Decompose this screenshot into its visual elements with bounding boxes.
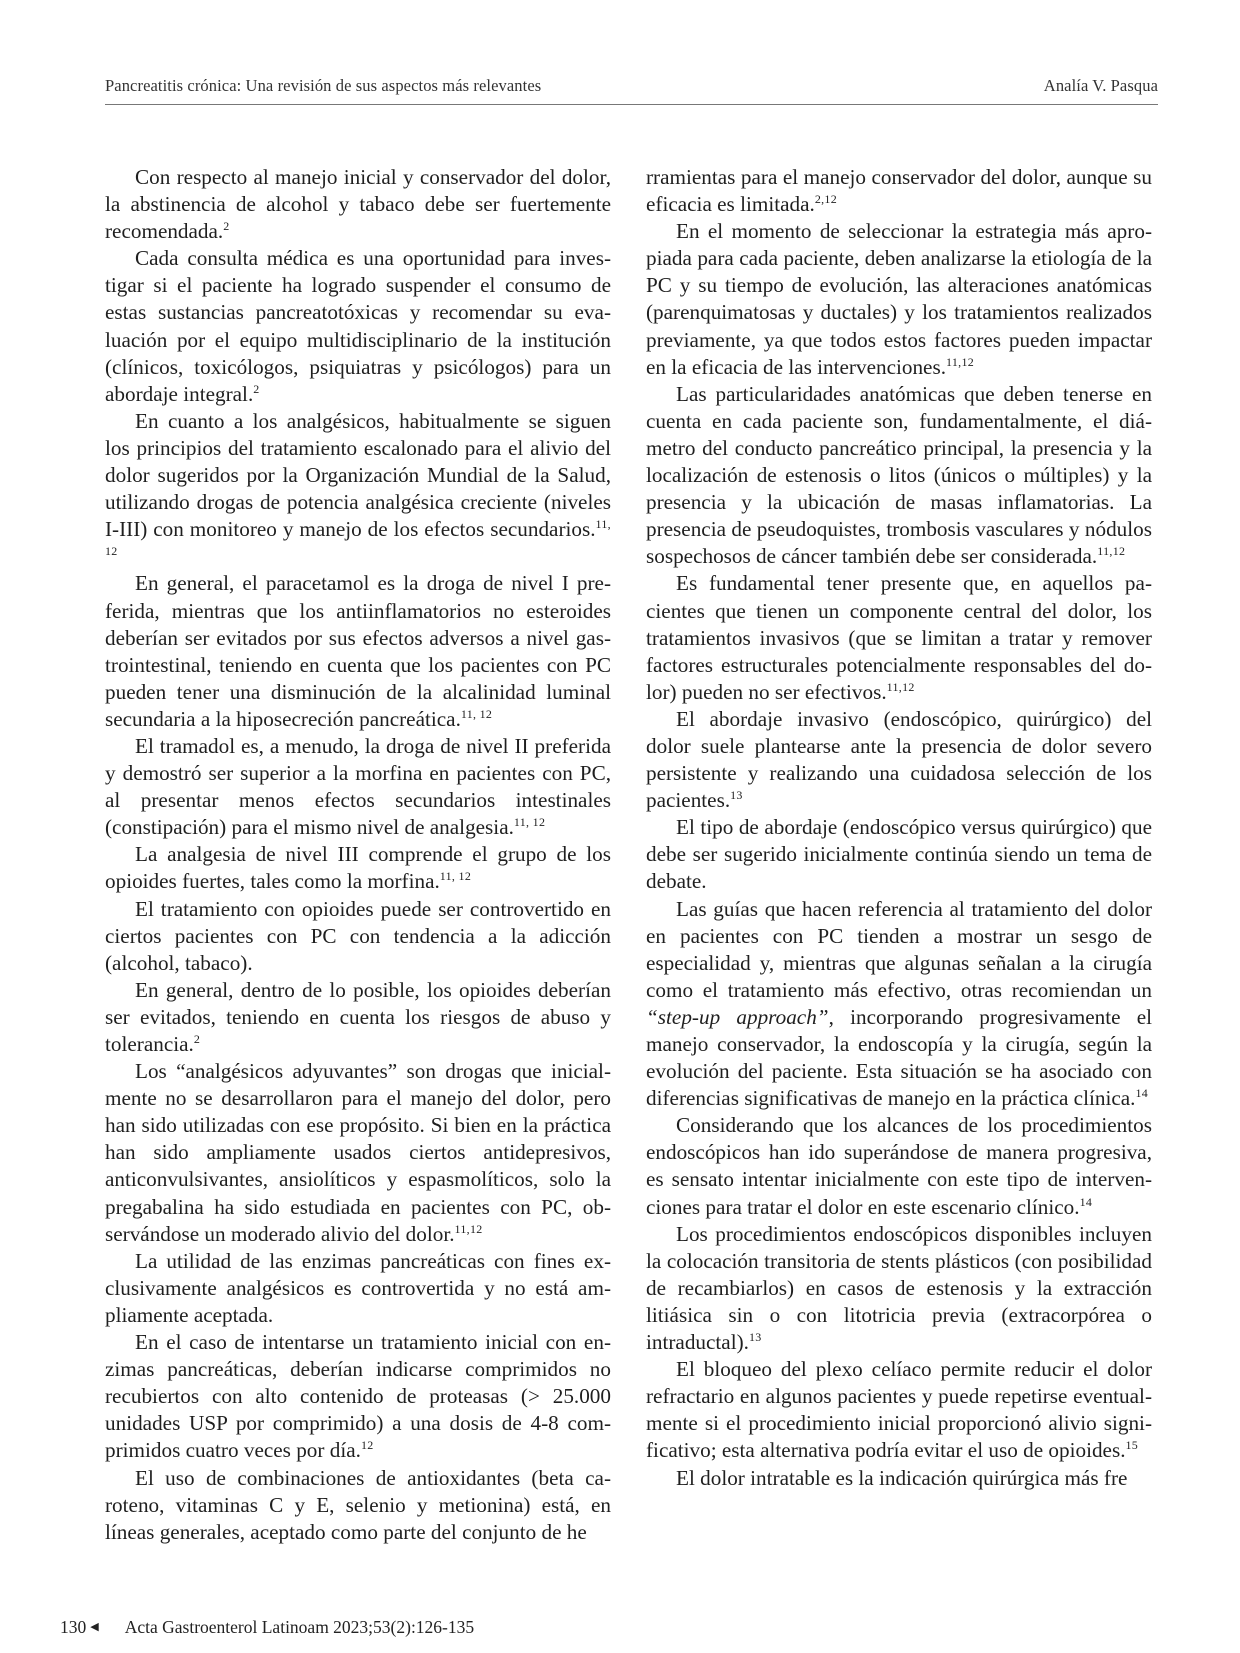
paragraph-text: Cada consulta médica es una oportunidad para investigar si el paciente ha logrado suspender el consumo de estas sustancias pancreatotóxicas y recomendar su evaluación por el equipo multidisciplinario de la institución (clínicos, toxicólogos, psiquiatras y psicólogos) para un abordaje integral. (105, 246, 611, 406)
paragraph (646, 1356, 1152, 1464)
reference-superscript: 11,12 (454, 1221, 483, 1236)
paragraph-text: Las particularidades anatómicas que deben tenerse en cuenta en cada paciente son, fundamentalmente, el diámetro del conducto pancreático principal, la presencia y la localización de estenosis o litos (únicos o múltiples) y la presencia y la ubicación de masas inflamatorias. La presencia de pseudoquistes, trombosis vasculares y nódulos sospechosos de cáncer también debe ser considerada. (646, 381, 1152, 569)
header-author: Analía V. Pasqua (1043, 76, 1158, 95)
paragraph (646, 570, 1152, 705)
reference-superscript: 14 (1135, 1086, 1149, 1101)
paragraph-text: El dolor intratable es la indicación quirúrgica más fre (676, 1465, 1128, 1490)
reference-superscript: 11, 12 (513, 815, 546, 830)
header-rule (105, 104, 1158, 105)
emphasis-text: “step-up approach” (646, 1004, 829, 1029)
paragraph-text: El abordaje invasivo (endoscópico, quirúrgico) del dolor suele plantearse ante la presencia de dolor severo persistente y realizando una cuidadosa selección de los pacientes. (646, 706, 1152, 813)
reference-superscript: 2 (193, 1032, 201, 1046)
reference-superscript: 11, 12 (439, 869, 472, 884)
left-column (105, 164, 611, 1546)
reference-superscript: 13 (748, 1330, 762, 1345)
reference-superscript: 11,12 (946, 354, 975, 369)
paragraph-text: Los procedimientos endoscópicos disponibles incluyen la colocación transitoria de stents plásticos (con posibilidad de recambiarlos) en casos de estenosis y la extracción litiásica sin o con litotricia previa (extracorpórea o intraductal). (646, 1221, 1152, 1355)
paragraph (105, 164, 611, 245)
page-footer (60, 1617, 474, 1638)
paragraph (105, 1058, 611, 1248)
running-header (105, 76, 1158, 96)
reference-superscript: 14 (1079, 1194, 1093, 1209)
paragraph-text: El bloqueo del plexo celíaco permite reducir el dolor refractario en algunos pacientes y puede repetirse eventualmente si el procedimiento inicial proporcionó alivio significativo; esta alternativa podría evitar el uso de opioides. (646, 1357, 1152, 1463)
paragraph-text: Los “analgésicos adyuvantes” son drogas que inicialmente no se desarrollaron para el manejo del dolor, pero han sido utilizadas con ese propósito. Si bien en la práctica han sido ampliamente usados ciertos antidepresivos, anticonvulsivantes, ansiolíticos y espasmolíticos, solo la pregabalina ha sido estudiada en pacientes con PC, observándose un moderado alivio del dolor. (105, 1059, 611, 1246)
paragraph-text: En cuanto a los analgésicos, habitualmente se siguen los principios del tratamiento escalonado para el alivio del dolor sugeridos por la Organización Mundial de la Salud, utilizando drogas de potencia analgésica creciente (niveles I-III) con monitoreo y manejo de los efectos secundarios. (105, 408, 611, 542)
paragraph (105, 1329, 611, 1464)
paragraph (646, 706, 1152, 814)
page-number: 130 (60, 1617, 87, 1637)
paragraph (646, 1465, 1152, 1492)
paragraph (105, 977, 611, 1058)
paragraph-text: rramientas para el manejo conservador del dolor, aunque su eficacia es limitada. (646, 165, 1152, 217)
paragraph (105, 733, 611, 841)
paragraph-text: Con respecto al manejo inicial y conservador del dolor, la abstinencia de alcohol y tabaco debe ser fuertemente recomendada. (105, 165, 611, 244)
paragraph (646, 1221, 1152, 1356)
paragraph-text: En general, el paracetamol es la droga de nivel I preferida, mientras que los antiinflamatorios no esteroides deberían ser evitados por sus efectos adversos a nivel gastrointestinal, teniendo en cuenta que los pacientes con PC pueden tener una disminución de la alcalinidad luminal secundaria a la hiposecreción pancreática. (105, 571, 611, 731)
paragraph-text: En general, dentro de lo posible, los opioides deberían ser evitados, teniendo en cuenta los riesgos de abuso y tolerancia. (105, 977, 611, 1056)
header-title: Pancreatitis crónica: Una revisión de sus aspectos más relevantes (105, 76, 542, 95)
reference-superscript: 11,12 (1097, 544, 1126, 559)
paragraph (105, 245, 611, 408)
paragraph-text: , incorporando progresivamente el manejo conservador, la endoscopía y la cirugía, según la evolución del paciente. Esta situación se ha asociado con diferencias significativas de manejo en la práctica clínica. (646, 1004, 1152, 1111)
paragraph (646, 381, 1152, 571)
reference-superscript: 13 (730, 788, 743, 803)
paragraph (105, 1465, 611, 1546)
reference-superscript: 11,12 (886, 679, 915, 694)
paragraph-text: Las guías que hacen referencia al tratamiento del dolor en pacientes con PC tienden a mostrar un sesgo de especialidad y, mientras que algunas señalan a la cirugía como el tratamiento más efectivo, otras recomiendan un (646, 896, 1152, 1002)
page-marker-icon: ◀ (90, 1621, 99, 1633)
reference-superscript: 2 (253, 381, 260, 396)
paragraph (646, 164, 1152, 218)
paragraph (646, 1112, 1152, 1220)
paragraph-text: El tratamiento con opioides puede ser controvertido en ciertos pacientes con PC con tendencia a la adicción (alcohol, tabaco). (105, 896, 611, 975)
paragraph (105, 896, 611, 977)
paragraph-text: Es fundamental tener presente que, en aquellos pacientes que tienen un componente central del dolor, los tratamientos invasivos (que se limitan a tratar y remover factores estructurales potencialmente responsables del dolor) pueden no ser efectivos. (646, 571, 1152, 704)
reference-superscript: 15 (1125, 1438, 1139, 1453)
paragraph-text: La analgesia de nivel III comprende el grupo de los opioides fuertes, tales como la morfina. (105, 842, 611, 894)
paragraph-text: En el caso de intentarse un tratamiento inicial con enzimas pancreáticas, deberían indicarse comprimidos no recubiertos con alto contenido de proteasas (> 25.000 unidades USP por comprimido) a una dosis de 4-8 comprimidos cuatro veces por día. (105, 1330, 611, 1463)
paragraph-text: En el momento de seleccionar la estrategia más apropiada para cada paciente, deben analizarse la etiología de la PC y su tiempo de evolución, las alteraciones anatómicas (parenquimatosas y ductales) y los tratamientos realizados previamente, ya que todos estos factores pueden impactar en la eficacia de las intervenciones. (646, 219, 1152, 379)
paragraph (105, 408, 611, 571)
paragraph-text: La utilidad de las enzimas pancreáticas con fines exclusivamente analgésicos es controvertida y no está ampliamente aceptada. (105, 1248, 611, 1327)
paragraph (105, 570, 611, 733)
reference-superscript: 11, 12 (105, 517, 611, 559)
paragraph-text: El tramadol es, a menudo, la droga de nivel II preferida y demostró ser superior a la morfina en pacientes con PC, al presentar menos efectos secundarios intestinales (constipación) para el mismo nivel de analgesia. (105, 733, 611, 840)
paragraph (646, 814, 1152, 895)
paragraph-text: El uso de combinaciones de antioxidantes (beta caroteno, vitaminas C y E, selenio y metionina) está, en líneas generales, aceptado como parte del conjunto de he (105, 1465, 611, 1544)
paragraph (105, 841, 611, 895)
paragraph (646, 896, 1152, 1113)
paragraph (105, 1248, 611, 1329)
reference-superscript: 11, 12 (460, 706, 493, 721)
reference-superscript: 2,12 (814, 192, 838, 207)
paragraph (646, 218, 1152, 381)
journal-citation: Acta Gastroenterol Latinoam 2023;53(2):126-135 (124, 1617, 475, 1637)
paragraph-text: Considerando que los alcances de los procedimientos endoscópicos han ido superándose de manera progresiva, es sensato intentar inicialmente con este tipo de intervenciones para tratar el dolor en este escenario clínico. (646, 1113, 1152, 1219)
right-column (646, 164, 1152, 1492)
paragraph-text: El tipo de abordaje (endoscópico versus quirúrgico) que debe ser sugerido inicialmente continúa siendo un tema de debate. (646, 815, 1152, 894)
reference-superscript: 12 (360, 1438, 374, 1453)
reference-superscript: 2 (223, 219, 230, 234)
